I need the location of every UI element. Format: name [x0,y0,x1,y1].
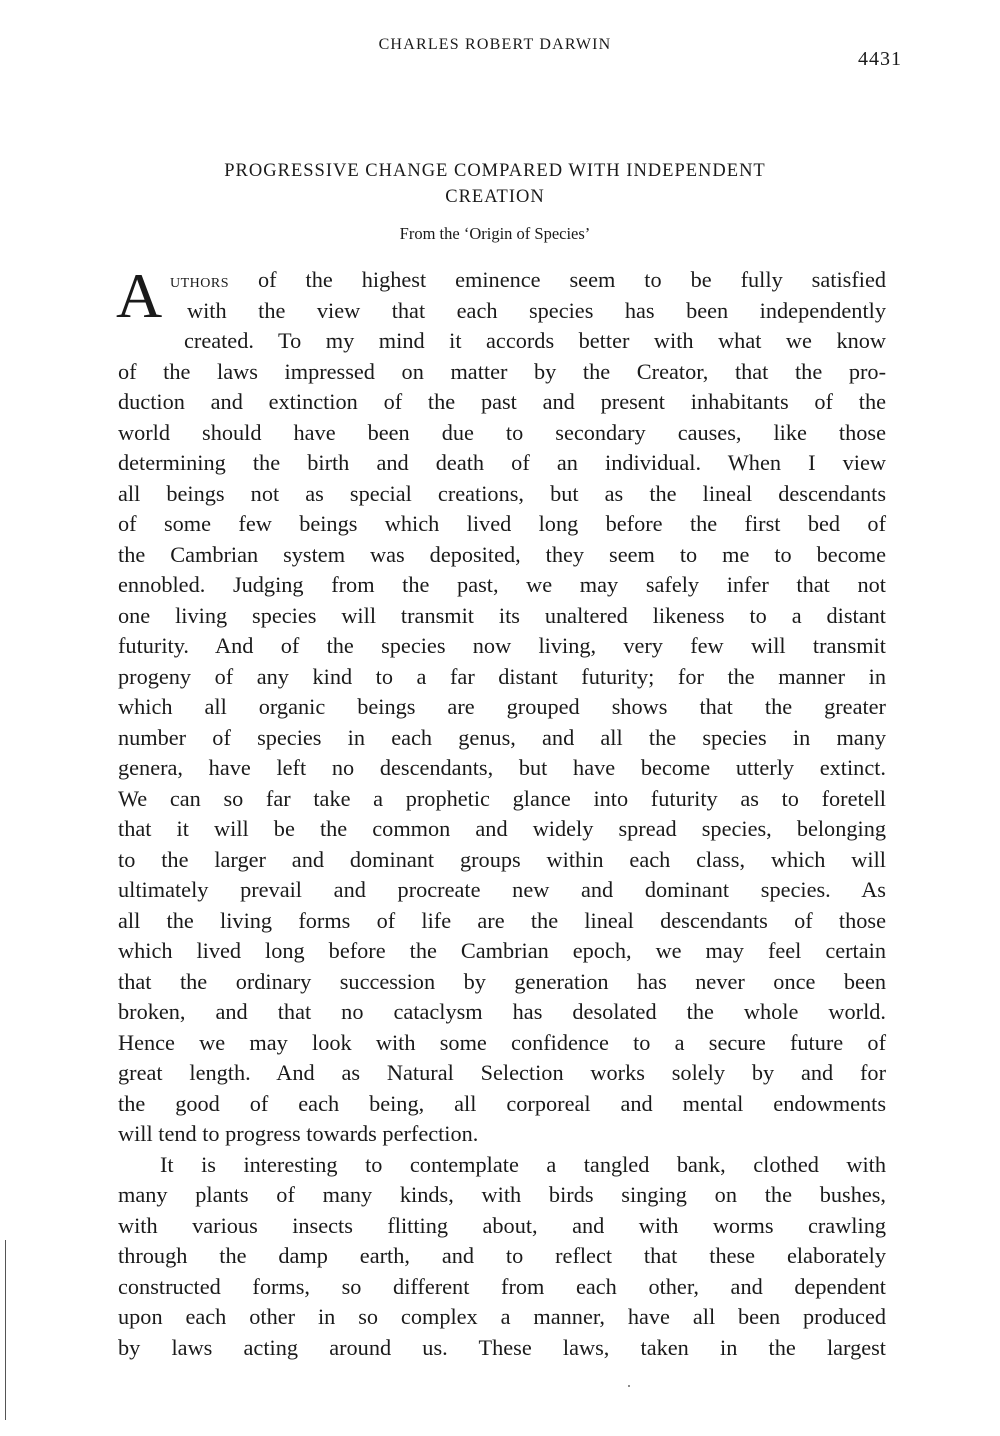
text-line: that it will be the common and widely spread species, belonging [118,816,886,841]
drop-cap: A [116,260,163,331]
text-line: created. To my mind it accords better with what we know [184,328,886,353]
print-speck [628,1385,630,1387]
text-line: ultimately prevail and procreate new and dominant species. As [118,877,886,902]
text-line: all beings not as special creations, but as the lineal descendants [118,480,886,506]
section-subtitle: From the ‘Origin of Species’ [399,224,591,243]
text-line: upon each other in so complex a manner, have all been produced [118,1304,886,1329]
text-line: the Cambrian system was deposited, they seem to me to become [118,541,886,567]
body-text [116,260,886,1363]
text-line: the good of each being, all corporeal and mental endowments [118,1090,886,1116]
section-title [100,158,890,210]
text-line: determining the birth and death of an individual. When I view [118,450,886,475]
text-line: genera, have left no descendants, but have become utterly extinct. [118,755,886,780]
text-line: which all organic beings are grouped shows that the greater [118,694,886,719]
text-line: to the larger and dominant groups within each class, which will [118,846,886,872]
text-line: We can so far take a prophetic glance into futurity as to foretell [118,785,886,811]
section-title-line2: CREATION [445,187,545,207]
running-head: CHARLES ROBERT DARWIN [378,36,612,53]
text-line: constructed forms, so different from each other, and dependent [118,1273,886,1299]
text-line: by laws acting around us. These laws, taken in the largest [118,1334,886,1360]
text-line: with the view that each species has been independently [187,297,886,323]
text-line: number of species in each genus, and all the species in many [118,724,886,750]
text-line: progeny of any kind to a far distant futurity; for the manner in [118,663,886,689]
text-line: broken, and that no cataclysm has desolated the whole world. [118,999,886,1024]
text-line [118,265,886,296]
text-line: will tend to progress towards perfection. [118,1121,479,1146]
text-line: one living species will transmit its unaltered likeness to a distant [118,602,886,628]
text-line: Hence we may look with some confidence to a secure future of [118,1029,886,1055]
text-line: It is interesting to contemplate a tangled bank, clothed with [160,1151,886,1177]
text-line: ennobled. Judging from the past, we may safely infer that not [118,572,886,597]
text-line: futurity. And of the species now living, very few will transmit [118,633,886,658]
text-line: which lived long before the Cambrian epoch, we may feel certain [118,938,886,963]
text-line: of the laws impressed on matter by the Creator, that the pro- [118,358,886,384]
margin-rule [5,1240,6,1420]
text-line: with various insects flitting about, and with worms crawling [118,1212,886,1238]
text-line: through the damp earth, and to reflect that these elaborately [118,1243,886,1268]
text-line: all the living forms of life are the lineal descendants of those [118,907,886,933]
page-number: 4431 [858,48,902,70]
text-line: duction and extinction of the past and present inhabitants of the [118,389,886,414]
text-line: many plants of many kinds, with birds singing on the bushes, [118,1182,886,1207]
text-span: of the highest eminence seem to be fully satisfied [229,267,886,292]
text-line: world should have been due to secondary causes, like those [118,419,886,445]
text-line: that the ordinary succession by generation has never once been [118,968,886,994]
text-line: great length. And as Natural Selection works solely by and for [118,1060,886,1085]
section-title-line1: PROGRESSIVE CHANGE COMPARED WITH INDEPENDENT [224,161,766,181]
small-caps-word: uthors [170,270,230,292]
text-line: of some few beings which lived long before the first bed of [118,511,886,536]
